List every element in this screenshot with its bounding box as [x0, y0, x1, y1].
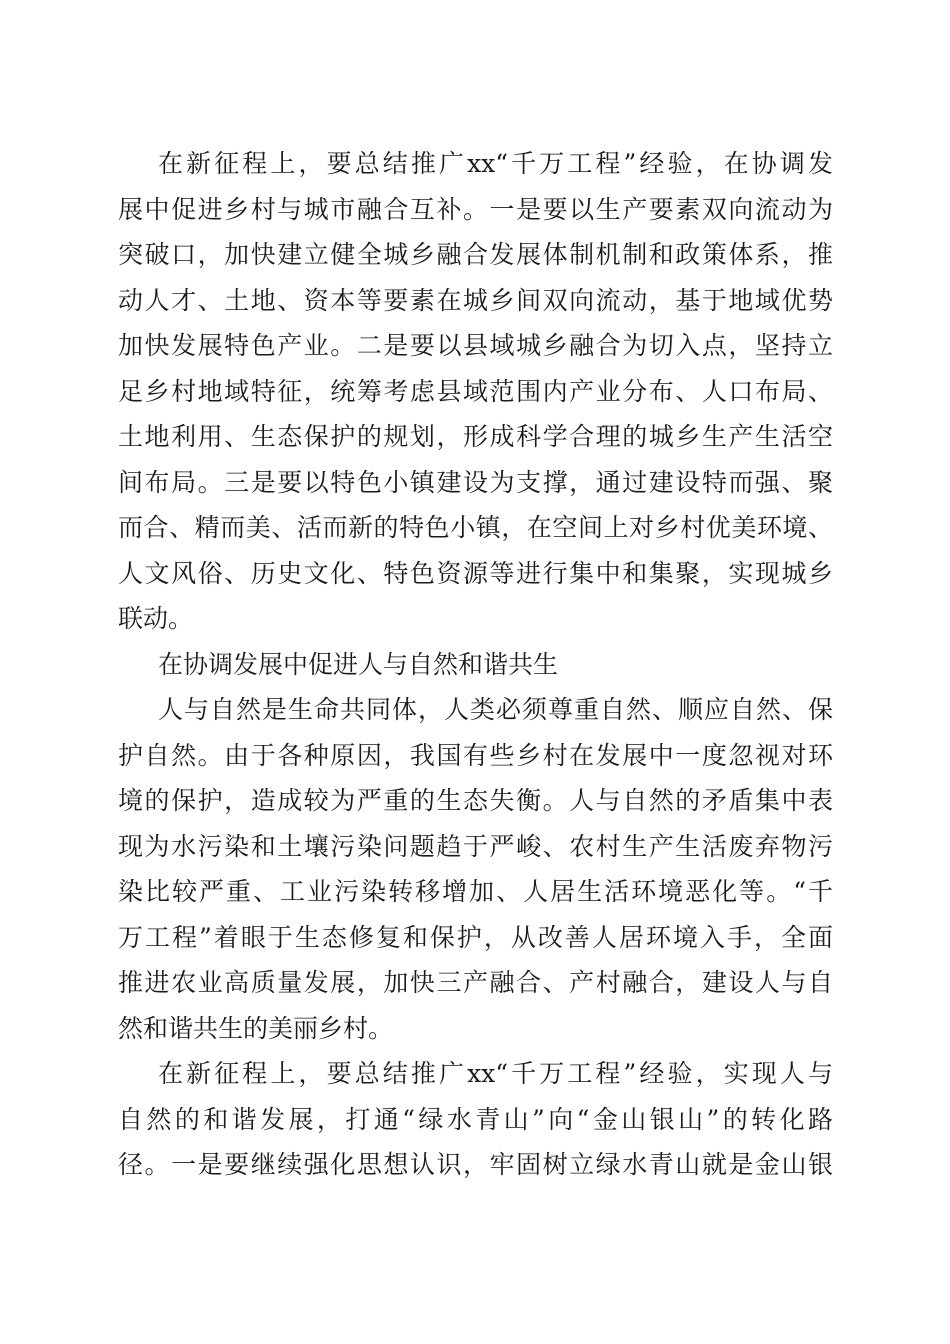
text-line: 在新征程上，要总结推广xx“千万工程”经验，在协调发	[158, 149, 833, 178]
text-line: 自然的和谐发展，打通“绿水青山”向“金山银山”的转化路	[118, 1104, 833, 1134]
text-line: 然和谐共生的美丽乡村。	[118, 1013, 394, 1043]
heading-text: 在协调发展中促进人与自然和谐共生	[158, 649, 559, 679]
text-line: 足乡村地域特征，统筹考虑县域范围内产业分布、人口布局、	[118, 376, 833, 406]
text-line: 人与自然是生命共同体，人类必须尊重自然、顺应自然、保	[158, 695, 833, 724]
paragraph	[118, 141, 833, 642]
text-line: 在新征程上，要总结推广xx“千万工程”经验，实现人与	[158, 1059, 833, 1088]
paragraph	[118, 687, 833, 1051]
text-line: 染比较严重、工业污染转移增加、人居生活环境恶化等。“千	[118, 877, 833, 906]
text-line: 间布局。三是要以特色小镇建设为支撑，通过建设特而强、聚	[118, 467, 833, 497]
text-line: 动人才、土地、资本等要素在城乡间双向流动，基于地域优势	[118, 285, 833, 315]
paragraph	[118, 1051, 833, 1188]
text-line: 径。一是要继续强化思想认识，牢固树立绿水青山就是金山银	[118, 1150, 833, 1179]
document-body	[118, 141, 833, 1188]
text-line: 人文风俗、历史文化、特色资源等进行集中和集聚，实现城乡	[118, 558, 833, 588]
section-heading	[118, 642, 833, 688]
text-line: 护自然。由于各种原因，我国有些乡村在发展中一度忽视对环	[118, 740, 833, 770]
text-line: 推进农业高质量发展，加快三产融合、产村融合，建设人与自	[118, 968, 833, 997]
text-line: 展中促进乡村与城市融合互补。一是要以生产要素双向流动为	[118, 194, 833, 224]
text-line: 境的保护，造成较为严重的生态失衡。人与自然的矛盾集中表	[118, 786, 833, 815]
text-line: 突破口，加快建立健全城乡融合发展体制机制和政策体系，推	[118, 240, 833, 269]
text-line: 土地利用、生态保护的规划，形成科学合理的城乡生产生活空	[118, 422, 833, 451]
text-line: 万工程”着眼于生态修复和保护，从改善人居环境入手，全面	[118, 922, 833, 952]
text-line: 加快发展特色产业。二是要以县域城乡融合为切入点，坚持立	[118, 331, 833, 360]
text-line: 而合、精而美、活而新的特色小镇，在空间上对乡村优美环境、	[118, 513, 833, 542]
text-line: 现为水污染和土壤污染问题趋于严峻、农村生产生活废弃物污	[118, 831, 833, 861]
text-line: 联动。	[118, 604, 194, 633]
